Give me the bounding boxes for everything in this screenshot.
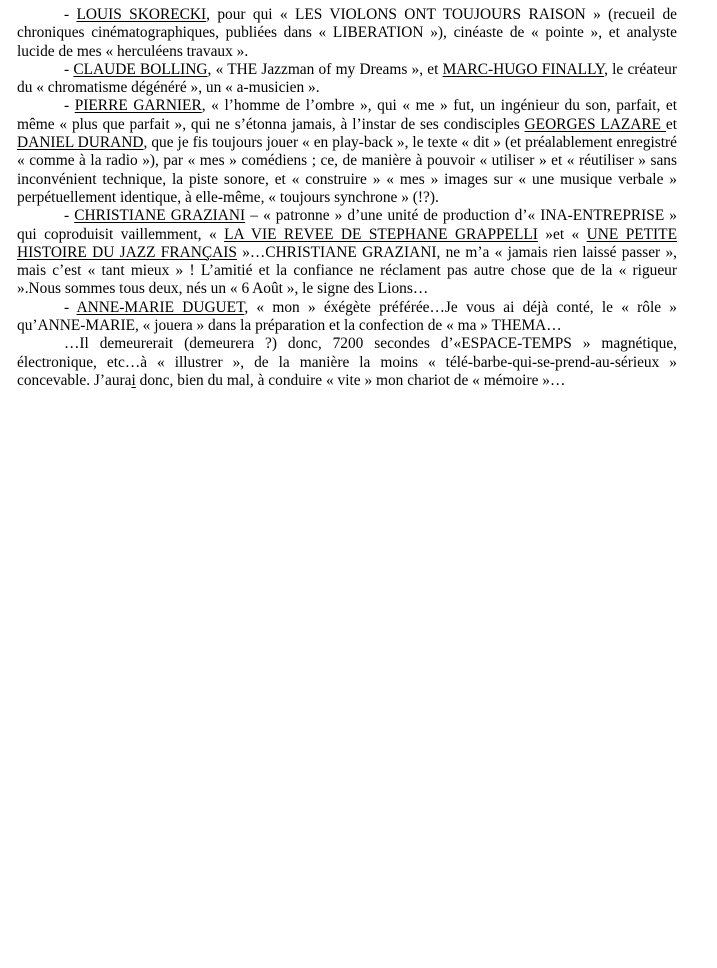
text-segment: , que je fis toujours jouer « en play-back », le texte « dit » (et préalablement enregistré « comme à la radio »), par « mes » comédiens ; ce, de manière à pouvoir « utiliser » et « réutiliser » sans inconvénient technique, la piste sonore, et « construire » « mes » images sur « une musique verbale » perpétuellement identique, à elle-même, « toujours synchrone » (!?). <box>17 134 678 206</box>
underlined-letter: i <box>131 371 136 389</box>
paragraph-graziani <box>17 207 677 298</box>
text-segment: - <box>64 207 75 225</box>
paragraph-bolling <box>17 61 677 98</box>
paragraph-skorecki <box>17 6 677 61</box>
paragraph-duguet <box>17 299 677 336</box>
name-claude-bolling: CLAUDE BOLLING <box>73 60 208 78</box>
title-la-vie-revee: LA VIE REVEE DE STEPHANE GRAPPELLI <box>224 225 538 243</box>
text-segment: , « l’homme de l’ombre », qui « me » fut, un ingénieur du son, parfait, et même « plus que parfait », qui ne s’étonna jamais, à l’instar de ses condisciples <box>17 97 677 133</box>
text-segment: »et « <box>537 225 587 243</box>
paragraph-garnier <box>17 97 677 207</box>
name-anne-marie-duguet: ANNE-MARIE DUGUET <box>76 298 245 316</box>
name-marc-hugo-finally: MARC-HUGO FINALLY <box>442 60 605 78</box>
name-christiane-graziani: CHRISTIANE GRAZIANI <box>74 207 246 225</box>
text-segment: - <box>64 298 77 316</box>
text-segment: , « mon » éxégète préférée…Je vous ai déjà conté, le « rôle » qu’ANNE-MARIE, « jouera » dans la préparation et la confection de « ma » THEMA… <box>17 298 678 335</box>
name-louis-skorecki: LOUIS SKORECKI <box>76 6 207 23</box>
text-segment: …Il demeurerait (demeurera ?) donc, 7200 secondes d’«ESPACE-TEMPS » magnétique, électronique, etc…à « illustrer », de la manière la moins « télé-barbe-qui-se-prend-au-sérieux » concevable. J’aura <box>17 335 677 389</box>
text-segment: - <box>64 60 74 78</box>
text-segment: »…CHRISTIANE GRAZIANI, ne m’a « jamais rien laissé passer », mais c’est « tant mieux » ! L’amitié et la confiance ne réclament pas autre chose que de la « rigueur ».Nous sommes tous deux, nés un « 6 Août », le signe des Lions… <box>17 243 677 298</box>
name-pierre-garnier: PIERRE GARNIER <box>74 97 202 115</box>
text-segment: , « THE Jazzman of my Dreams », et <box>207 60 443 78</box>
text-segment: - <box>64 97 75 115</box>
text-segment: , le créateur du « chromatisme dégénéré », un « a-musicien ». <box>17 60 677 97</box>
title-petite-histoire-jazz: UNE PETITE HISTOIRE DU JAZZ FRANÇAIS <box>17 225 677 261</box>
text-segment: et <box>665 115 677 133</box>
text-segment: – « patronne » d’une unité de production d’« INA-ENTREPRISE » qui coproduisit vaillemment, « <box>17 207 677 243</box>
name-daniel-durand: DANIEL DURAND <box>17 134 144 152</box>
text-segment: - <box>64 6 77 23</box>
text-segment: , pour qui « LES VIOLONS ONT TOUJOURS RAISON » (recueil de chroniques cinématographiques, publiées dans « LIBERATION »), cinéaste de « pointe », et analyste lucide de mes « herculéens travaux ». <box>17 6 678 60</box>
paragraph-espace-temps <box>17 335 677 390</box>
text-segment: donc, bien du mal, à conduire « vite » mon chariot de « mémoire »… <box>135 371 566 389</box>
document-page <box>17 6 677 390</box>
name-georges-lazare: GEORGES LAZARE <box>524 115 666 133</box>
